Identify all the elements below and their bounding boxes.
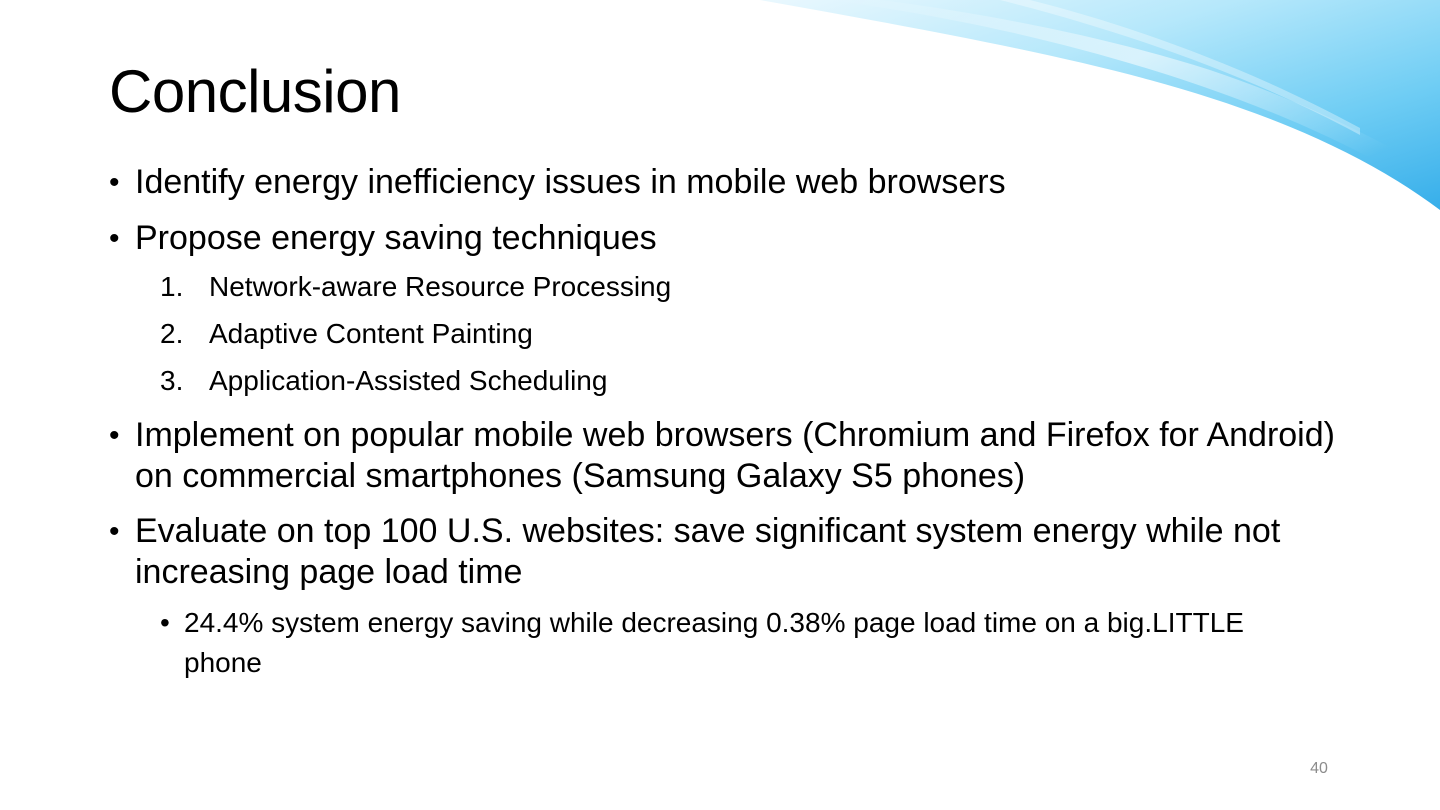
- bullet-text: Identify energy inefficiency issues in mobile web browsers: [135, 163, 1006, 201]
- evaluation-detail: [160, 603, 1300, 683]
- technique-text: Adaptive Content Painting: [209, 318, 533, 349]
- bullet-text: Implement on popular mobile web browsers (Chromium and Firefox for Android) on commercial smartphones (Samsung Galaxy S5 phones): [135, 416, 1335, 495]
- bullet-propose: [109, 218, 1339, 259]
- bullet-marker: •: [109, 222, 120, 255]
- technique-item: [160, 270, 671, 304]
- technique-text: Network-aware Resource Processing: [209, 271, 672, 302]
- bullet-marker: •: [109, 515, 120, 548]
- technique-number: 2.: [160, 318, 184, 349]
- bullet-marker: •: [109, 166, 120, 199]
- bullet-marker: •: [160, 607, 170, 638]
- technique-text: Application-Assisted Scheduling: [209, 365, 608, 396]
- bullet-evaluate: [109, 511, 1339, 593]
- bullet-marker: •: [109, 419, 120, 452]
- technique-number: 1.: [160, 271, 184, 302]
- bullet-text: Propose energy saving techniques: [135, 219, 657, 257]
- bullet-identify: [109, 162, 1339, 203]
- technique-number: 3.: [160, 365, 184, 396]
- slide-title: Conclusion: [109, 58, 401, 125]
- bullet-implement: [109, 415, 1339, 497]
- bullet-text: Evaluate on top 100 U.S. websites: save significant system energy while not increasing page load time: [135, 512, 1281, 591]
- page-number: 40: [1310, 760, 1328, 777]
- technique-item: [160, 364, 607, 398]
- evaluation-detail-text: 24.4% system energy saving while decreasing 0.38% page load time on a big.LITTLE phone: [184, 607, 1244, 678]
- technique-item: [160, 317, 533, 351]
